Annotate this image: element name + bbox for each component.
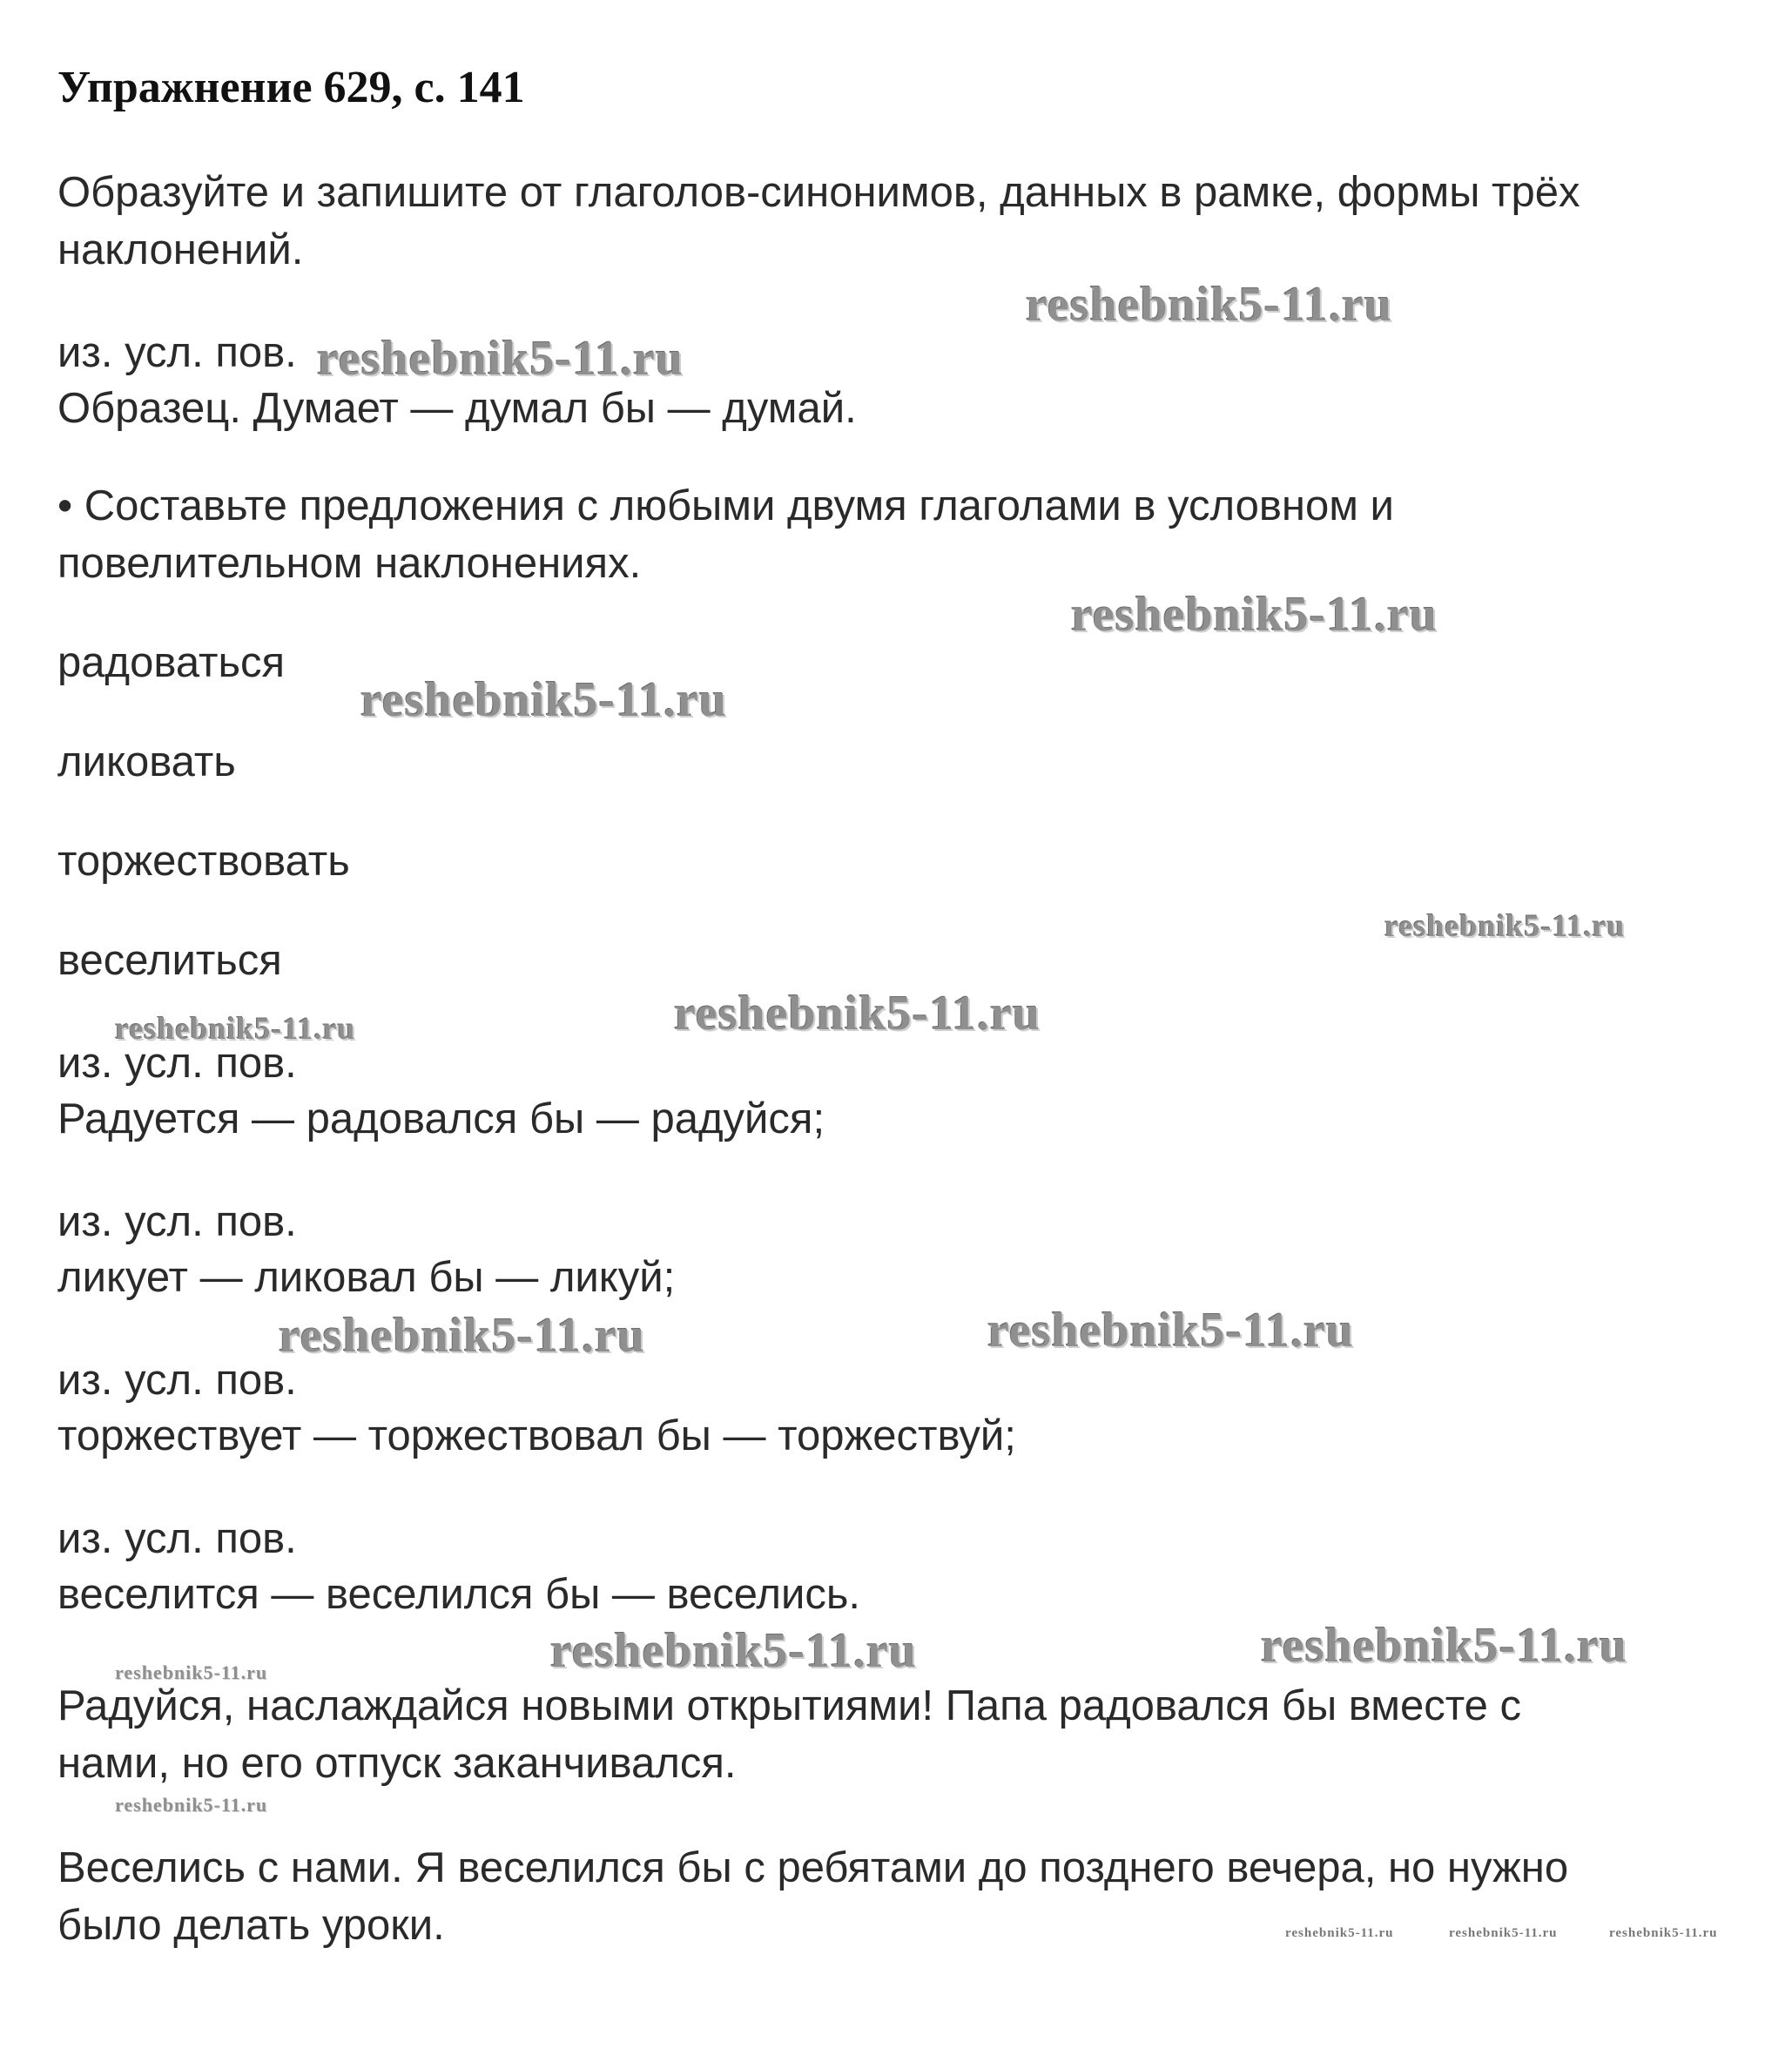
sentence-1-line-2: нами, но его отпуск заканчивался.: [57, 1740, 737, 1787]
answer-2-forms: ликует — ликовал бы — ликуй;: [57, 1254, 676, 1301]
watermark: reshebnik5-11.ru: [115, 1011, 356, 1046]
answer-1-abbreviations: из. усл. пов.: [57, 1040, 297, 1087]
sentence-1-line-1: Радуйся, наслаждайся новыми открытиями! Папа радовался бы вместе с: [57, 1682, 1521, 1729]
verb-likovat: ликовать: [57, 738, 236, 785]
task-line-1: Образуйте и запишите от глаголов-синонимов, данных в рамке, формы трёх: [57, 169, 1580, 216]
watermark: reshebnik5-11.ru: [279, 1309, 646, 1363]
exercise-title: Упражнение 629, с. 141: [57, 63, 525, 112]
watermark: reshebnik5-11.ru: [115, 1794, 268, 1816]
bullet-task-line-1: • Составьте предложения с любыми двумя глаголами в условном и: [57, 482, 1394, 529]
watermark: reshebnik5-11.ru: [317, 332, 684, 386]
sentence-2-line-2: было делать уроки.: [57, 1902, 445, 1949]
verb-radovatsya: радоваться: [57, 639, 286, 686]
answer-4-abbreviations: из. усл. пов.: [57, 1515, 297, 1562]
answer-2-abbreviations: из. усл. пов.: [57, 1198, 297, 1245]
watermark: reshebnik5-11.ru: [1384, 908, 1626, 943]
watermark: reshebnik5-11.ru: [360, 673, 728, 727]
answer-3-abbreviations: из. усл. пов.: [57, 1357, 297, 1404]
watermark: reshebnik5-11.ru: [1026, 278, 1393, 332]
watermark: reshebnik5-11.ru: [674, 987, 1041, 1041]
sentence-2-line-1: Веселись с нами. Я веселился бы с ребятами до позднего вечера, но нужно: [57, 1844, 1569, 1891]
watermark: reshebnik5-11.ru: [115, 1661, 268, 1683]
verb-veselitsya: веселиться: [57, 937, 282, 984]
watermark: reshebnik5-11.ru: [1285, 1926, 1394, 1940]
watermark: reshebnik5-11.ru: [1071, 588, 1438, 642]
watermark: reshebnik5-11.ru: [1609, 1926, 1718, 1940]
watermark: reshebnik5-11.ru: [987, 1304, 1355, 1358]
watermark: reshebnik5-11.ru: [1449, 1926, 1558, 1940]
bullet-task-line-2: повелительном наклонениях.: [57, 540, 642, 587]
watermark: reshebnik5-11.ru: [1261, 1619, 1628, 1673]
answer-4-forms: веселится — веселился бы — веселись.: [57, 1571, 861, 1618]
task-line-2: наклонений.: [57, 226, 304, 273]
task-abbreviations: из. усл. пов.: [57, 329, 297, 376]
watermark: reshebnik5-11.ru: [550, 1624, 918, 1678]
answer-3-forms: торжествует — торжествовал бы — торжествуй;: [57, 1412, 1016, 1459]
verb-torzhestvovat: торжествовать: [57, 838, 350, 885]
task-sample: Образец. Думает — думал бы — думай.: [57, 385, 857, 432]
answer-1-forms: Радуется — радовался бы — радуйся;: [57, 1095, 825, 1142]
